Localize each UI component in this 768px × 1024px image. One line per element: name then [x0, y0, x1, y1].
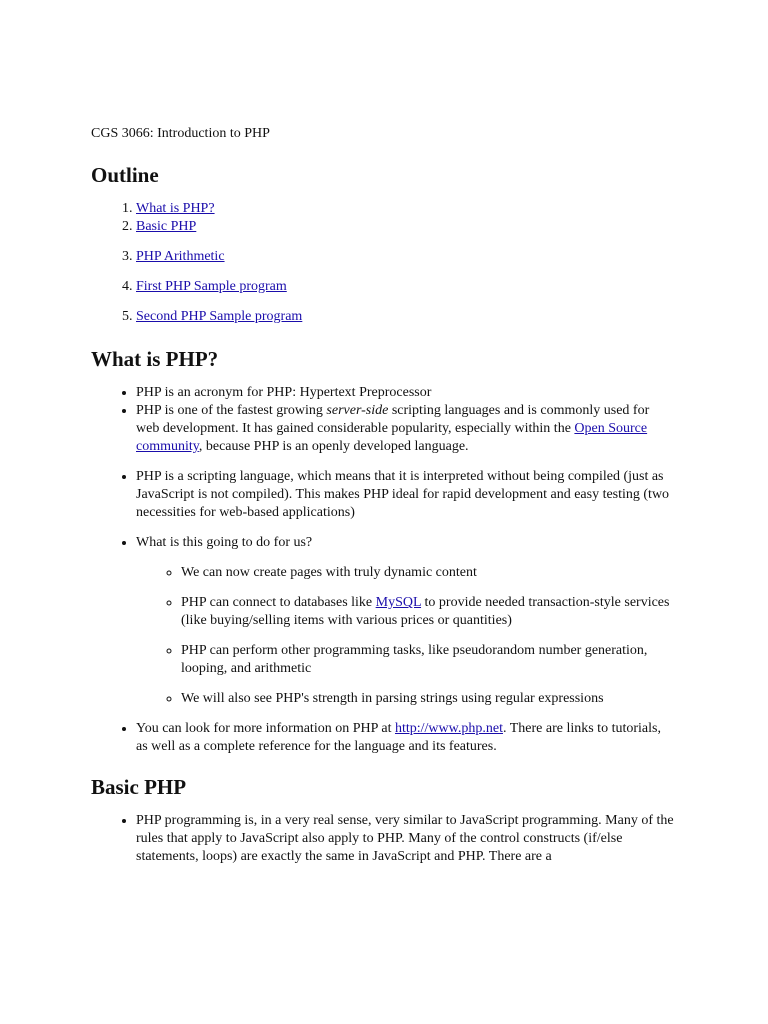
sub-bullet-text: PHP can connect to databases like: [181, 595, 376, 610]
what-is-php-list: [91, 384, 676, 756]
basic-php-list: [91, 812, 676, 866]
sub-list-item: [181, 690, 676, 708]
server-side-emphasis: server-side: [326, 403, 389, 418]
list-item: [136, 402, 676, 456]
sub-list-item: [181, 642, 676, 678]
sub-list-item: [181, 564, 676, 582]
list-item: [136, 720, 676, 756]
bullet-text: You can look for more information on PHP at: [136, 721, 395, 736]
bullet-text: PHP is an acronym for PHP: Hypertext Preprocessor: [136, 385, 432, 400]
basic-php-heading: Basic PHP: [91, 775, 187, 799]
list-item: [136, 534, 676, 708]
bullet-text: PHP is one of the fastest growing: [136, 403, 327, 418]
what-is-php-heading: What is PHP?: [91, 347, 219, 371]
outline-item: [136, 308, 676, 326]
outline-item: [136, 278, 676, 296]
outline-link-php-arithmetic[interactable]: PHP Arithmetic: [136, 249, 225, 264]
bullet-text: scripting languages and is commonly used for web development. It has gained considerable popularity, especially within the: [136, 403, 650, 436]
sub-bullet-text: We will also see PHP's strength in parsing strings using regular expressions: [181, 691, 604, 706]
mysql-link[interactable]: MySQL: [375, 595, 422, 610]
outline-item: [136, 248, 676, 266]
sub-list: [136, 564, 676, 708]
bullet-text: What is this going to do for us?: [136, 535, 313, 550]
sub-bullet-text: PHP can perform other programming tasks, like pseudorandom number generation, looping, and arithmetic: [181, 643, 648, 676]
outline-link-basic-php[interactable]: Basic PHP: [136, 219, 197, 234]
sub-bullet-text: We can now create pages with truly dynamic content: [181, 565, 477, 580]
bullet-text: , because PHP is an openly developed language.: [198, 439, 469, 454]
bullet-text: PHP programming is, in a very real sense, very similar to JavaScript programming. Many of the rules that apply to JavaScript also apply to PHP. Many of the control constructs (if/else statements, loops) are exactly the same in JavaScript and PHP. There are a: [136, 813, 674, 864]
list-item: [136, 468, 676, 522]
outline-item: [136, 200, 676, 218]
outline-link-second-sample[interactable]: Second PHP Sample program: [136, 309, 303, 324]
sub-list-item: [181, 594, 676, 630]
sub-bullet-text: to provide needed transaction-style services (like buying/selling items with various prices or quantities): [181, 595, 670, 628]
open-source-community-link[interactable]: Open Source community: [136, 421, 648, 454]
document-page: [91, 125, 676, 866]
list-item: [136, 812, 676, 866]
outline-item: [136, 218, 676, 236]
outline-link-first-sample[interactable]: First PHP Sample program: [136, 279, 287, 294]
outline-heading: Outline: [91, 163, 159, 187]
outline-link-what-is-php[interactable]: What is PHP?: [136, 201, 215, 216]
bullet-text: PHP is a scripting language, which means that it is interpreted without being compiled (just as JavaScript is not compiled). This makes PHP ideal for rapid development and easy testing (two necessities for web-based applications): [136, 469, 670, 520]
course-title: CGS 3066: Introduction to PHP: [91, 126, 270, 141]
list-item: [136, 384, 676, 402]
bullet-text: . There are links to tutorials, as well as a complete reference for the language and its features.: [136, 721, 661, 754]
outline-list: [91, 200, 676, 326]
php-net-link[interactable]: http://www.php.net: [394, 721, 503, 736]
